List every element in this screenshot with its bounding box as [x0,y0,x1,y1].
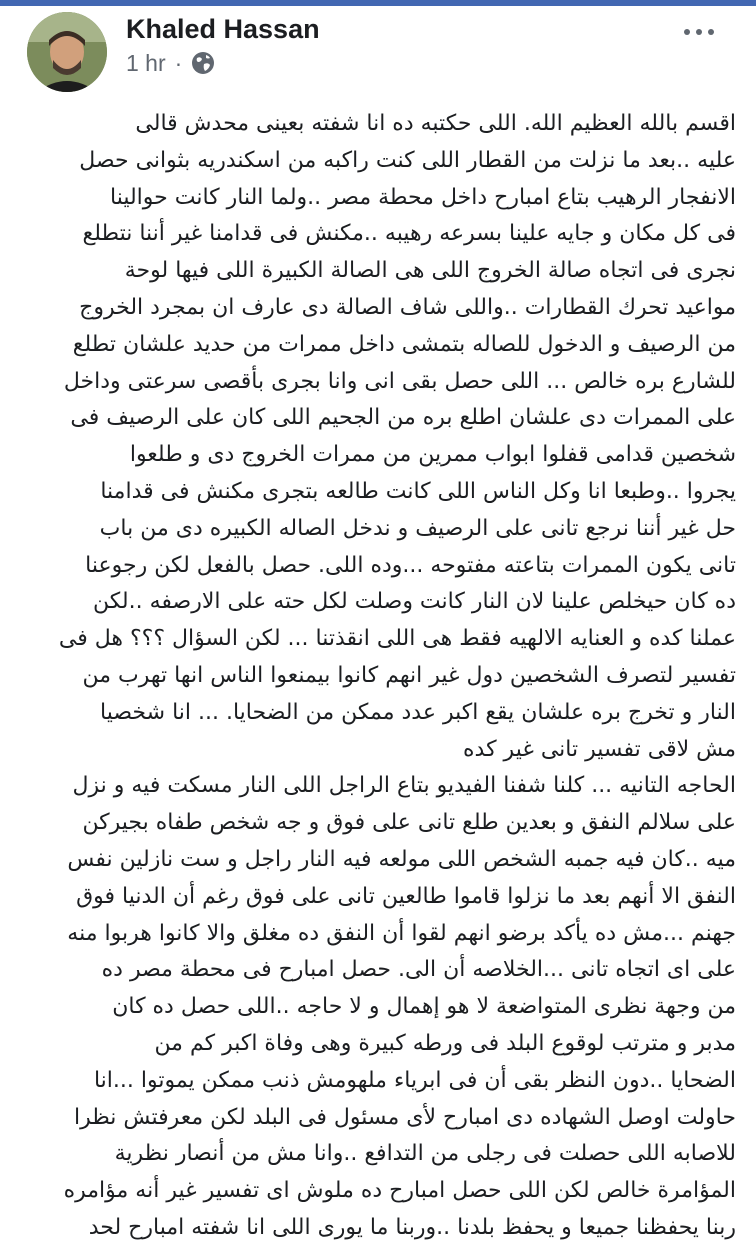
post-text-line: فى كل مكان و جايه علينا بسرعه رهيبه ..مكنش فى قدامنا غير أننا نتطلع [82,221,736,247]
post-header [0,6,756,94]
post-text-line: يجروا ..وطبعا انا وكل الناس اللى كانت طالعه بتجرى مكنش فى قدامنا [100,478,736,504]
author-name[interactable]: Khaled Hassan [126,14,320,44]
post-text-line: الضحايا ..دون النظر بقى أن فى ابرياء ملهومش ذنب ممكن يموتوا ...انا [93,1067,736,1093]
meta-separator: · [174,49,183,76]
post-text-line: ربنا يحفظنا جميعا و يحفظ بلدنا ..وربنا ما يورى اللى انا شفته امبارح لحد [88,1214,736,1240]
post-text [20,106,736,1247]
post-text-line: عليه ..بعد ما نزلت من القطار اللى كنت راكبه من اسكندريه بثوانى حصل [79,147,736,173]
post-text-line: ميه ..كان فيه جمبه الشخص اللى مولعه فيه النار راجل و ست نازلين نفس [67,846,736,872]
globe-icon [190,50,216,76]
profile-avatar[interactable] [27,12,107,92]
post-text-line: عملنا كده و العنايه الالهيه فقط هى اللى انقذتنا ... لكن السؤال ؟؟؟ هل فى [58,626,736,652]
post-text-line: حاولت اوصل الشهاده دى امبارح لأى مسئول فى البلد لكن معرفتش نظرا [74,1104,736,1130]
post-text-line: مواعيد تحرك القطارات ..واللى شاف الصالة دى عارف ان بمجرد الخروج [79,294,736,320]
post-meta [126,48,216,78]
post-text-line: ده كان حيخلص علينا لان النار كانت وصلت لكل حته على الارصفه ..لكن [93,589,736,615]
post-text-line: على اى اتجاه تانى ...الخلاصه أن الى. حصل امبارح فى محطة مصر ده [101,957,736,983]
avatar-photo [27,12,107,92]
more-options-icon[interactable] [678,20,720,44]
post-text-line: من وجهة نظرى المتواضعة لا هو إهمال و لا حاجه ..اللى حصل ده كان [112,994,736,1020]
post-text-line: مدبر و مترتب لوقوع البلد فى ورطه كبيرة وهى وفاة اكبر كم من [154,1030,736,1056]
timestamp[interactable]: 1 hr [126,49,166,76]
post-text-line: اقسم بالله العظيم الله. اللى حكتبه ده انا شفته بعينى محدش قالى [135,111,736,136]
post-text-line: مش لاقى تفسير تانى غير كده [463,736,736,762]
post-text-line: نجرى فى اتجاه صالة الخروج اللى هى الصالة الكبيرة اللى فيها لوحة [124,258,736,284]
post-text-line: حل غير أننا نرجع تانى على الرصيف و ندخل الصاله الكبيره دى من باب [99,515,736,541]
post-text-line: النار و تخرج بره علشان يقع اكبر عدد ممكن من الضحايا. ... انا شخصيا [100,699,736,725]
post-text-line: تفسير لتصرف الشخصين دول غير انهم كانوا بيمنعوا الناس انها تهرب من [82,662,736,688]
post-text-line: تانى يكون الممرات بتاعته مفتوحه ...وده اللى. حصل بالفعل لكن رجوعنا [85,552,736,578]
post-text-line: للشارع بره خالص ... اللى حصل بقى انى وانا بجرى بأقصى سرعتى وداخل [63,368,736,394]
post-text-line: المؤامرة خالص لكن اللى حصل امبارح ده ملوش اى تفسير غير أنه مؤامره [63,1178,736,1204]
post-text-line: من الرصيف و الدخول للصاله بتمشى داخل ممرات من حديد علشان تطلع [72,331,736,357]
post-text-line: شخصين قدامى قفلوا ابواب ممرين من ممرات الخروج دى و طلعوا [129,442,736,468]
post-text-line: جهنم ...مش ده يأكد برضو انهم لقوا أن النفق ده مغلق والا كانوا هربوا منه [67,920,736,946]
post-text-line: للاصابه اللى حصلت فى رجلى من التدافع ..وانا مش من أنصار نظرية [114,1141,736,1167]
post-text-line: على سلالم النفق و بعدين طلع تانى على فوق و جه شخص طفاه بجيركن [82,810,736,836]
post-text-line: على الممرات دى علشان اطلع بره من الجحيم اللى كان على الرصيف فى [70,405,736,431]
post-text-line: النفق الا أنهم بعد ما نزلوا قاموا طالعين تانى على فوق رغم أن الدنيا فوق [76,883,736,909]
post-text-line: الحاجه التانيه ... كلنا شفنا الفيديو بتاع الراجل اللى النار مسكت فيه و نزل [72,773,736,799]
post-text-line: الانفجار الرهيب بتاع امبارح داخل محطة مصر ..ولما النار كانت حوالينا [109,184,736,210]
